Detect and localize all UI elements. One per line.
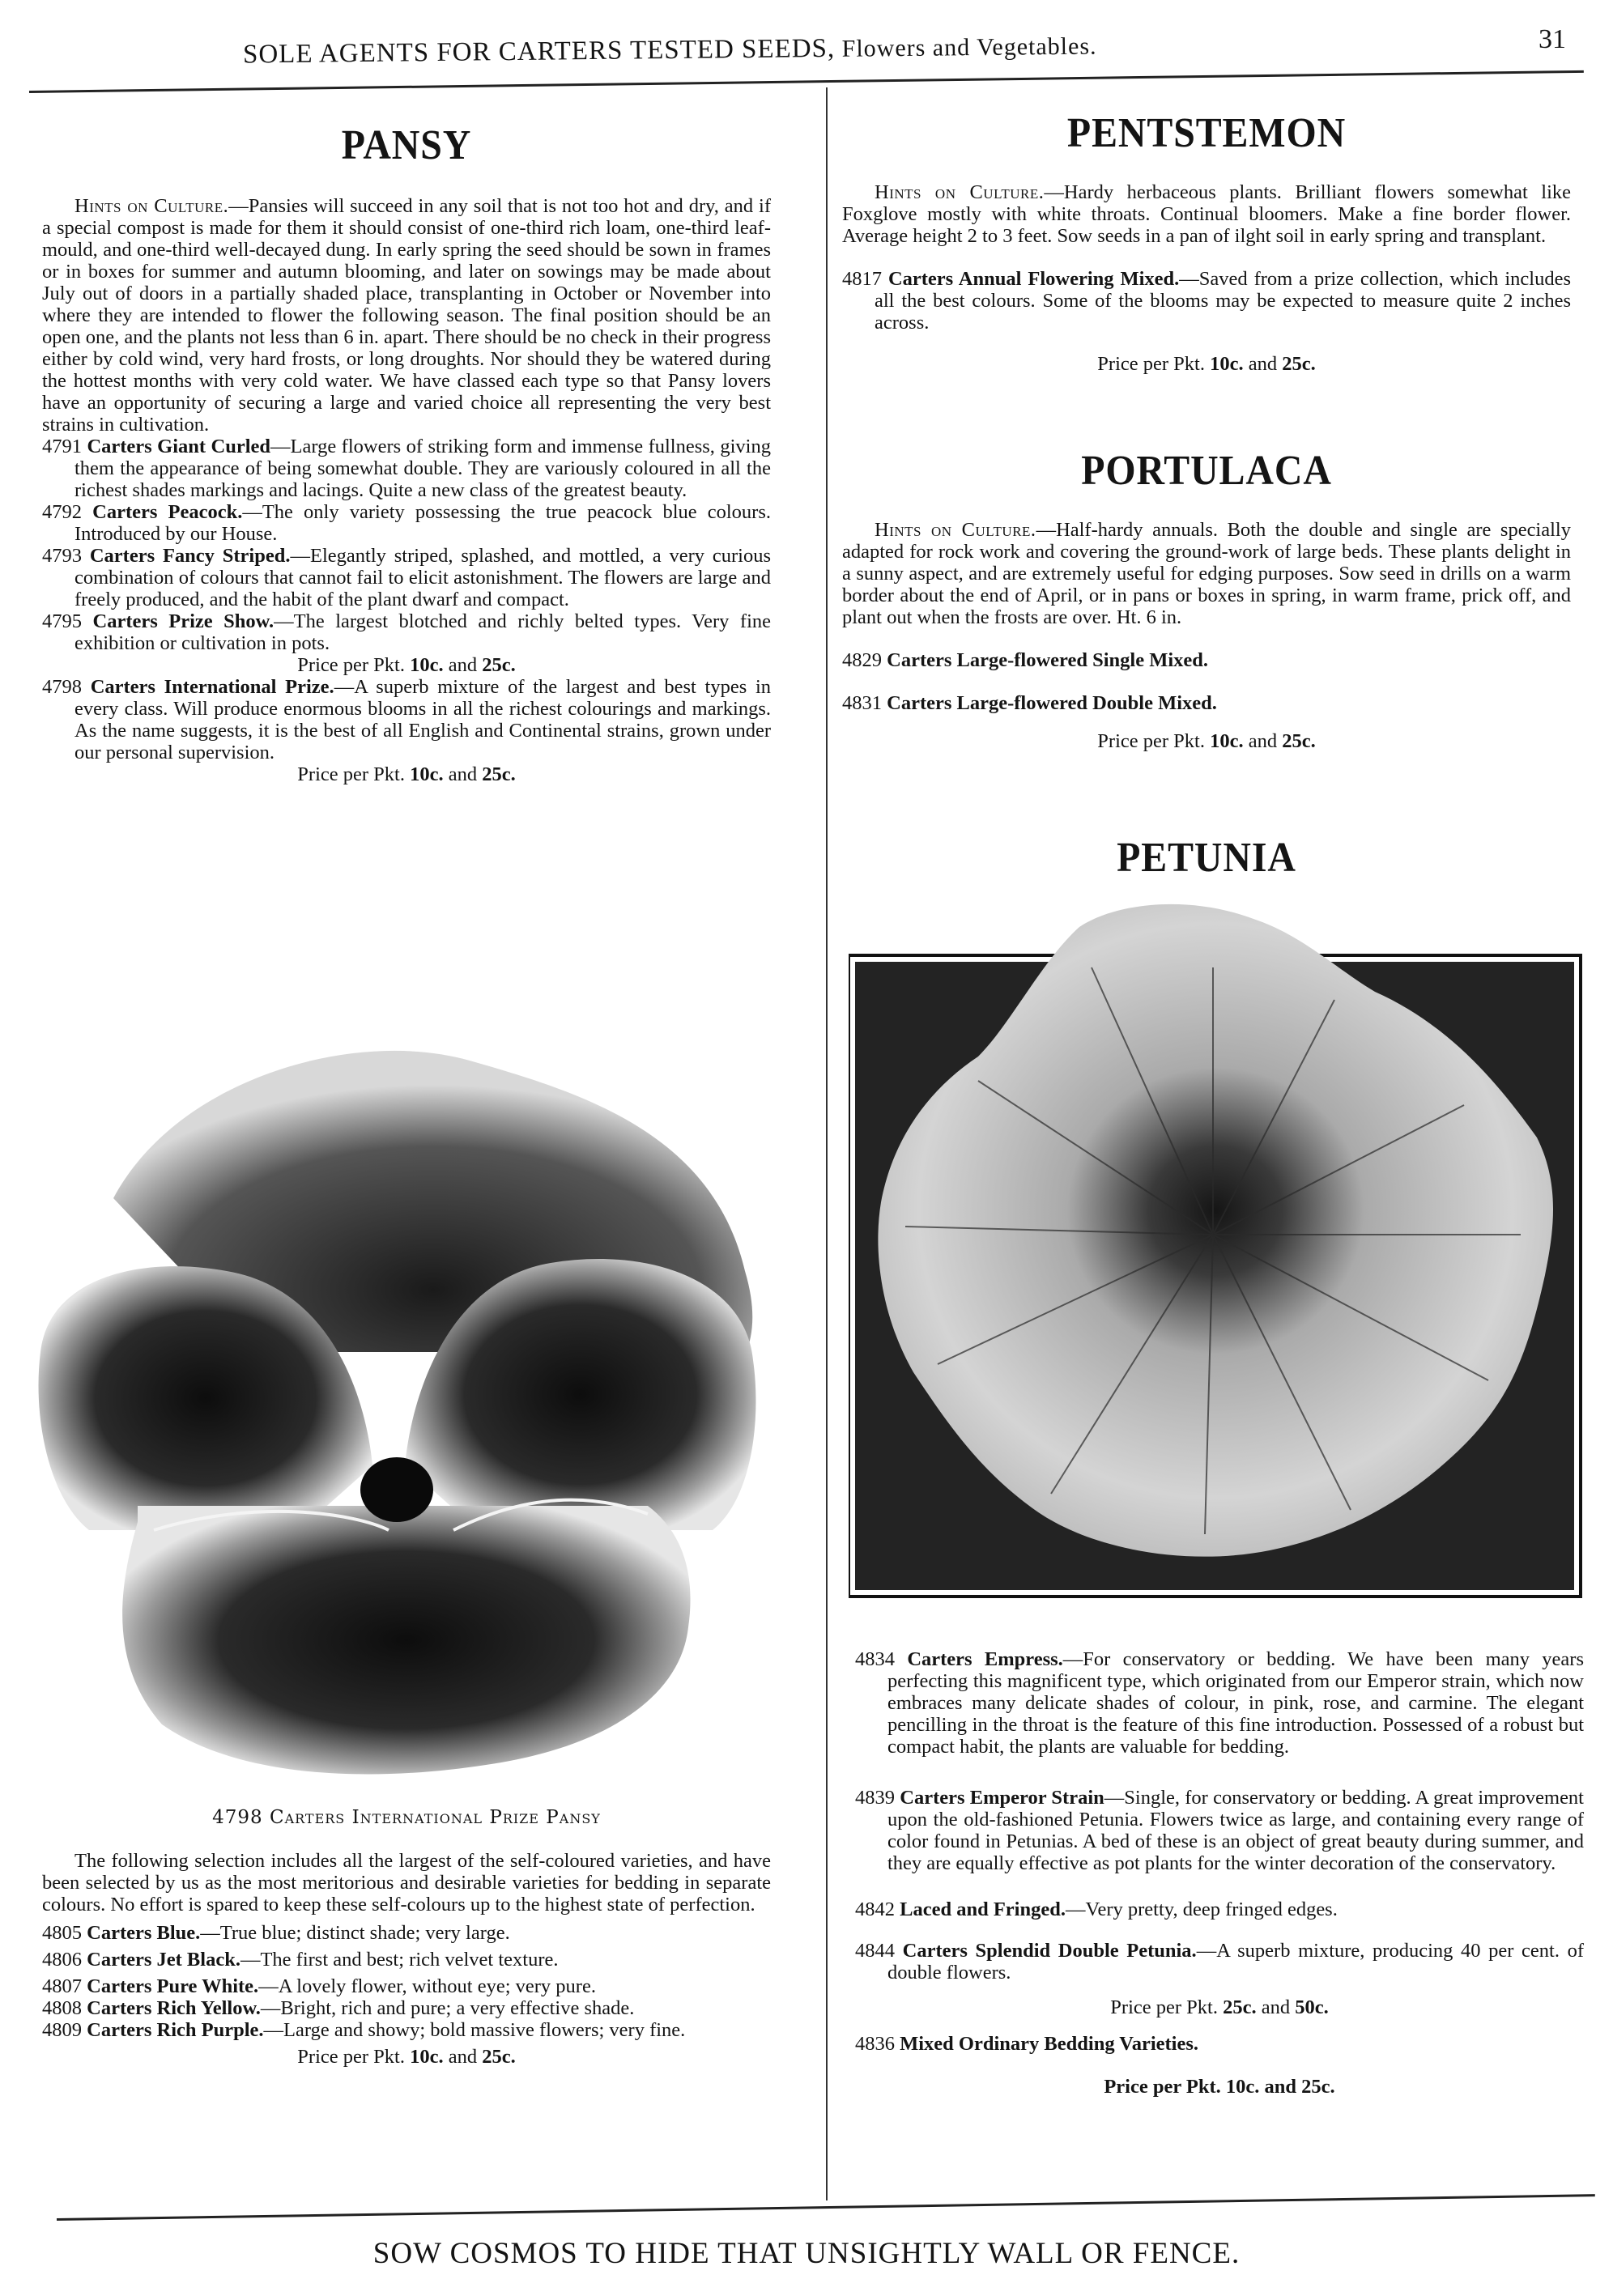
item-number: 4839 xyxy=(855,1787,895,1809)
price-large: 25c. xyxy=(1301,2076,1335,2098)
list-item xyxy=(42,2019,771,2041)
hints-text: —Pansies will succeed in any soil that is not too hot and dry, and if a special compost is made for them it should consist of one-third rich loam, one-third leaf-mould, and one-third well-decayed dung. In early spring the seed should be sown in frames or in boxes for summer and autumn blooming, and later on sowings may be made about July out of doors in a partially shaded place, transplanting in October or November into where they are intended to flower the following season. The final position should be an open one, and the plants not less than 6 in. apart. There should be no check in their progress either by cold wind, very hard frosts, or long droughts. Nor should they be watered during the hottest months with very cold water. We have classed each type so that Pansy lovers have an opportunity of securing a large and varied choice all representing the very best strains in cultivation. xyxy=(42,195,771,436)
item-desc: —A lovely flower, without eye; very pure. xyxy=(258,1975,596,1997)
list-item xyxy=(42,436,771,501)
hints-text: —Hardy herbaceous plants. Brilliant flowers somewhat like Foxglove mostly with white throats. Continual bloomers. Make a fine border flower. Average height 2 to 3 feet. Sow seeds in a pan of ilght soil in early spring and transplant. xyxy=(842,181,1571,247)
item-name: Carters Prize Show. xyxy=(92,610,275,632)
price-prefix: Price per Pkt. xyxy=(297,2046,411,2068)
list-item xyxy=(42,610,771,654)
hints-label: Hints on Culture. xyxy=(875,519,1036,541)
price-prefix: Price per Pkt. xyxy=(297,763,411,785)
item-desc: —Large flowers of striking form and immense fullness, giving them the appearance of being somewhat double. They are variously coloured in all the richest shades markings and lacings. Quite a new class of the greatest beauty. xyxy=(74,436,771,501)
pansy-items xyxy=(42,436,771,654)
item-name: Carters Annual Flowering Mixed. xyxy=(887,268,1180,290)
item-name: Carters Pure White. xyxy=(87,1975,259,1997)
list-item xyxy=(42,1997,771,2019)
price-small: 10c. xyxy=(410,2046,444,2068)
item-name: Carters Rich Yellow. xyxy=(87,1997,261,2019)
hints-label: Hints on Culture. xyxy=(875,181,1045,203)
item-number: 4807 xyxy=(42,1975,82,1997)
item-name: Carters Empress. xyxy=(907,1648,1063,1670)
pentstemon-hints-on-culture xyxy=(842,181,1571,247)
item-desc: —Large and showy; bold massive flowers; very fine. xyxy=(263,2019,686,2041)
item-number: 4836 xyxy=(855,2033,895,2055)
item-number: 4795 xyxy=(42,610,82,632)
list-item xyxy=(42,676,771,763)
item-number: 4817 xyxy=(842,268,882,290)
price-prefix: Price per Pkt. xyxy=(1110,1996,1224,2018)
item-name: Carters Blue. xyxy=(87,1922,201,1944)
price-line xyxy=(42,2046,771,2068)
list-item xyxy=(42,1949,771,1971)
list-item xyxy=(42,1922,771,1944)
section-title-pansy: PANSY xyxy=(341,122,472,168)
item-name: Carters Emperor Strain xyxy=(900,1787,1104,1809)
list-item xyxy=(842,268,1571,334)
running-head xyxy=(0,24,1613,73)
price-large: 25c. xyxy=(482,763,516,785)
item-desc: —Bright, rich and pure; a very effective shade. xyxy=(260,1997,635,2019)
item-desc: —Very pretty, deep fringed edges. xyxy=(1066,1898,1338,1920)
price-and: and xyxy=(1259,2076,1302,2098)
price-and: and xyxy=(443,2046,483,2068)
section-title-petunia: PETUNIA xyxy=(1117,835,1296,881)
item-desc: —The largest blotched and richly belted types. Very fine exhibition or cultivation in pots. xyxy=(74,610,771,654)
item-number: 4808 xyxy=(42,1997,82,2019)
price-line xyxy=(42,763,771,785)
running-head-title-rest: Flowers and Vegetables. xyxy=(834,32,1097,62)
price-small: 25c. xyxy=(1223,1996,1257,2018)
item-number: 4844 xyxy=(855,1940,895,1962)
portulaca-hints-on-culture xyxy=(842,519,1571,628)
petunia-flower-image xyxy=(849,895,1594,1607)
item-name: Carters Jet Black. xyxy=(87,1949,240,1971)
price-and: and xyxy=(1243,353,1283,375)
item-desc: —The only variety possessing the true peacock blue colours. Introduced by our House. xyxy=(74,501,771,545)
price-and: and xyxy=(1243,730,1283,752)
item-number: 4809 xyxy=(42,2019,82,2041)
item-name: Carters Giant Curled xyxy=(87,436,271,457)
item-number: 4842 xyxy=(855,1898,895,1920)
price-small: 10c. xyxy=(1210,353,1244,375)
price-small: 10c. xyxy=(410,654,444,676)
running-head-title-caps: SOLE AGENTS FOR CARTERS TESTED SEEDS, xyxy=(242,33,836,70)
price-small: 10c. xyxy=(1225,2076,1260,2098)
item-number: 4791 xyxy=(42,436,82,457)
item-number: 4834 xyxy=(855,1648,895,1670)
portulaca-section xyxy=(842,447,1571,752)
running-head-title xyxy=(243,31,1097,70)
header-rule xyxy=(29,70,1584,93)
section-title-pentstemon: PENTSTEMON xyxy=(1066,110,1347,156)
price-line xyxy=(842,353,1571,375)
pentstemon-section xyxy=(842,109,1571,375)
price-prefix: Price per Pkt. xyxy=(1097,353,1211,375)
item-number: 4792 xyxy=(42,501,82,523)
price-and: and xyxy=(1256,1996,1296,2018)
pansy-flower-image xyxy=(16,1012,777,1781)
list-item xyxy=(842,692,1571,714)
price-small: 10c. xyxy=(410,763,444,785)
price-large: 25c. xyxy=(482,654,516,676)
price-large: 50c. xyxy=(1295,1996,1329,2018)
price-prefix: Price per Pkt. xyxy=(297,654,411,676)
petunia-items xyxy=(855,1648,1584,2098)
price-large: 25c. xyxy=(1282,353,1316,375)
price-and: and xyxy=(443,654,483,676)
list-item xyxy=(855,1787,1584,1874)
item-desc: —A superb mixture, producing 40 per cent. of double flowers. xyxy=(887,1940,1585,1983)
item-name: Laced and Fringed. xyxy=(900,1898,1066,1920)
pansy-illustration xyxy=(16,1012,777,1781)
item-name: Carters Splendid Double Petunia. xyxy=(902,1940,1197,1962)
price-large: 25c. xyxy=(1282,730,1316,752)
item-desc: —The first and best; rich velvet texture. xyxy=(240,1949,559,1971)
section-title-portulaca: PORTULACA xyxy=(1081,448,1332,494)
item-number: 4793 xyxy=(42,545,82,567)
pansy-self-colours xyxy=(42,1850,771,2068)
item-desc: —Single, for conservatory or bedding. A great improvement upon the old-fashioned Petunia. Flowers twice as large, and containing every range of color found in Petunias. A bed of these is an object of great beauty during summer, and they are equally effective as pot plants for the winter decoration of the conservatory. xyxy=(887,1787,1584,1874)
item-number: 4798 xyxy=(42,676,82,698)
hints-label: Hints on Culture. xyxy=(74,195,229,217)
price-small: 10c. xyxy=(1210,730,1244,752)
item-number: 4805 xyxy=(42,1922,82,1944)
item-number: 4831 xyxy=(842,692,882,714)
price-prefix: Price per Pkt. xyxy=(1097,730,1211,752)
footer-slogan: SOW COSMOS TO HIDE THAT UNSIGHTLY WALL OR FENCE. xyxy=(372,2237,1241,2270)
item-desc: —For conservatory or bedding. We have been many years perfecting this magnificent type, which originated from our Emperor strain, which now embraces many delicate shades of colour, in pink, rose, and carmine. The elegant pencilling in the throat is the feature of this fine introduction. Possessed of a robust but compact habit, the plants are valuable for bedding. xyxy=(887,1648,1584,1758)
item-desc: —Saved from a prize collection, which includes all the best colours. Some of the blooms may be expected to measure quite 2 inches across. xyxy=(875,268,1571,334)
pansy-hints-on-culture xyxy=(42,195,771,436)
item-number: 4806 xyxy=(42,1949,82,1971)
item-name: Carters Fancy Striped. xyxy=(89,545,291,567)
list-item xyxy=(42,545,771,610)
item-name: Carters Peacock. xyxy=(92,501,243,523)
price-line xyxy=(842,730,1571,752)
hints-text: —Half-hardy annuals. Both the double and single are specially adapted for rock work and covering the ground-work of large beds. These plants delight in a sunny aspect, and are extremely useful for edging purposes. Sow seed in drills on a warm border about the end of April, or in pans or boxes in spring, in warm frame, prick off, and plant out when the frosts are over. Ht. 6 in. xyxy=(842,519,1571,628)
list-item xyxy=(855,2033,1584,2055)
column-divider xyxy=(826,87,828,2200)
item-name: Carters Rich Purple. xyxy=(87,2019,264,2041)
price-prefix: Price per Pkt. xyxy=(1104,2076,1226,2098)
pansy-selection-intro: The following selection includes all the largest of the self-coloured varieties, and have been selected by us as the most meritorious and desirable varieties for bedding in separate colours. No effort is spared to keep these self-colours up to the highest state of perfection. xyxy=(42,1850,771,1915)
petunia-title-block xyxy=(842,834,1571,882)
item-desc: —Elegantly striped, splashed, and mottled, a very curious combination of colours that cannot fail to elicit astonishment. The flowers are large and freely produced, and the habit of the plant dwarf and compact. xyxy=(74,545,772,610)
pansy-image-caption: 4798 Carters International Prize Pansy xyxy=(212,1807,601,1828)
price-line xyxy=(855,1996,1584,2018)
list-item xyxy=(855,1898,1584,1920)
pansy-section xyxy=(42,121,771,785)
list-item xyxy=(855,1940,1584,1983)
item-name: Carters International Prize. xyxy=(90,676,334,698)
item-number: 4829 xyxy=(842,649,882,671)
item-name: Carters Large-flowered Double Mixed. xyxy=(887,692,1217,714)
item-name: Mixed Ordinary Bedding Varieties. xyxy=(900,2033,1199,2055)
list-item xyxy=(42,1975,771,1997)
price-large: 25c. xyxy=(482,2046,516,2068)
list-item xyxy=(855,1648,1584,1758)
page-number: 31 xyxy=(1539,24,1566,54)
item-desc: —True blue; distinct shade; very large. xyxy=(200,1922,510,1944)
list-item xyxy=(842,649,1571,671)
item-desc: —A superb mixture of the largest and best types in every class. Will produce enormous blooms in all the richest colourings and markings. As the name suggests, it is the best of all English and Continental strains, grown under our personal supervision. xyxy=(74,676,772,763)
price-and: and xyxy=(443,763,483,785)
price-line xyxy=(42,654,771,676)
petunia-illustration xyxy=(849,895,1594,1607)
list-item xyxy=(42,501,771,545)
price-line xyxy=(855,2076,1584,2098)
item-name: Carters Large-flowered Single Mixed. xyxy=(887,649,1209,671)
